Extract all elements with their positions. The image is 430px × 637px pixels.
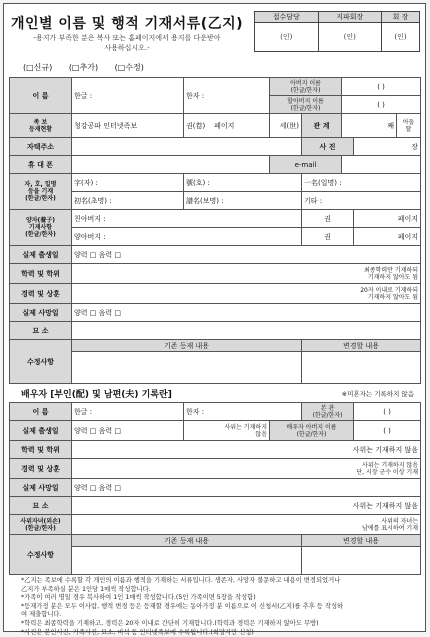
origin-label-text: 본 관 [320,404,335,412]
grandfather-label-text: 할아버지 이름 [287,97,324,105]
father-field[interactable]: ( ) [342,78,421,96]
approval-col-receiver: 접수담당 [255,12,319,23]
birth-label: 실제 출생일 [10,246,72,264]
type-options [23,62,158,73]
spouse-father-field[interactable]: ( ) [354,421,421,441]
note-line: *학력은 최종학력을 기재하고, 경력은 20자 이내로 간단히 기재합니다.(학력과 경력은 기재하지 않아도 무방) [21,619,319,627]
spouse-birth-field[interactable]: 양력 □ 음력 □ [72,421,184,441]
approval-sign-chairman[interactable]: (인) [382,23,420,52]
note-line: 乙지가 부족하실 분은 1인당 1매씩 작성합니다. [21,585,151,593]
sawi-child-note-2: 남에를 표시하여 기재 [362,524,419,532]
approval-table [254,11,420,52]
spouse-new-content-field[interactable] [302,547,421,575]
spouse-career-note-2: 단, 시장 군수 이상 기재 [356,468,419,476]
volume-label: 권(卷) [186,121,206,130]
note-line: *사진은 본인사진, 가족사진, 묘소, 비석 등 인터넷족보에 수록됩니다.(희망자만 신청) [21,628,254,636]
children-type[interactable] [397,114,421,138]
new-content-header: 변경할 내용 [302,340,421,352]
edu-note-1: 최종학력만 기재하되 [363,266,419,274]
note-line: 여 제출합니다. [21,611,62,619]
spouse-grave-label: 묘 소 [10,497,72,515]
daughters-label: 딸 [405,125,412,133]
names-label [10,174,72,210]
bio-father-volume[interactable]: 권 [302,210,354,228]
lineage-value: 청강공파 인터넷족보 [72,114,184,138]
approval-sign-receiver[interactable]: (인) [255,23,319,52]
new-content-field[interactable] [302,352,421,384]
adopt-label [10,210,72,246]
gita-field[interactable]: 기타 : [302,192,421,210]
spouse-origin-label [302,403,354,421]
footnotes [21,577,416,637]
relation-field[interactable]: 째 [342,114,397,138]
grandfather-field[interactable]: ( ) [342,96,421,114]
spouse-birth-label: 실제 출생일 [10,421,72,441]
name-label: 이 름 [10,78,72,114]
old-content-field[interactable] [72,352,302,384]
lineage-label-text: 족 보 [33,118,48,126]
spouse-father-label-sub: (한글/한자) [296,430,327,438]
edu-label: 학력 및 학위 [10,264,72,284]
note-line: *등재가정 분은 모두 이사람, 행적 변경 등은 등재할 경우에는 동아가정 분 이름으로 이 신청서(乙지)를 추후 등 작성하 [21,602,344,610]
spouse-death-field[interactable]: 양력 □ 음력 □ [72,479,421,497]
grave-label: 묘 소 [10,322,72,340]
edu-note-2: 기재하지 않아도 됨 [367,273,419,281]
spouse-hangul-field[interactable]: 한글 : [72,403,184,421]
sawi-child-note-1: 사위의 자녀는 [381,517,419,525]
subtitle-line1: -용지가 부족한 분은 복사 또는 홈페이지에서 용지를 다운받아 [33,34,221,42]
edu-field[interactable] [72,264,421,284]
names-label-3: (한글/한자) [25,195,56,202]
spouse-name-label: 이 름 [10,403,72,421]
bio-father-field[interactable]: 친아버지 : [72,210,302,228]
option-edit[interactable]: (□수정) [114,63,144,72]
lineage-label [10,114,72,138]
spouse-edu-label: 학력 및 학위 [10,441,72,459]
sawi-note-1: 사위는 기재하지 [224,423,267,431]
old-content-header: 기존 등재 내용 [72,340,302,352]
grandfather-label-sub: (한글/한자) [290,104,321,112]
approval-col-branch: 지파회장 [318,12,382,23]
sons-label: 아들 [402,118,415,126]
note-line: *乙지는 족보에 수록할 각 개인의 이름과 행적을 기재하는 서류입니다. 생존자, 사망자 불문하고 내용이 변경되었거나 [21,577,341,584]
name-hangul-field[interactable]: 한글 : [72,78,184,114]
spouse-old-content-header: 기존 등재 내용 [72,535,302,547]
father-label-text: 아버지 이름 [290,79,321,87]
spouse-edu-field[interactable]: 사위는 기재하지 않음 [72,441,421,459]
form-page [3,3,426,636]
career-field[interactable] [72,284,421,304]
spouse-new-content-header: 변경할 내용 [302,535,421,547]
address-label: 자택주소 [10,138,72,156]
generation-field[interactable]: 세(世) [270,114,302,138]
adopt-father-volume[interactable]: 권 [302,228,354,246]
email-field[interactable] [342,156,421,174]
spouse-career-field[interactable] [72,459,421,479]
spouse-father-label-text: 배우자 아버지 이름 [286,423,337,431]
grandfather-label [270,96,342,114]
spouse-career-note-1: 사위는 기재하지 않음 [362,461,419,469]
spouse-origin-field[interactable]: ( ) [354,403,421,421]
grave-field[interactable] [72,322,421,340]
career-label: 경력 및 상훈 [10,284,72,304]
spouse-father-label [270,421,354,441]
ja-field[interactable]: 字(자) : [72,174,184,192]
spouse-section-title: 배우자 [부인(配) 및 남편(夫) 기록란] [21,390,172,400]
spouse-section-note: ※미혼자는 기록하지 않음 [341,390,414,398]
spouse-death-label: 실제 사망일 [10,479,72,497]
sawi-label-2: (한글/한자) [25,524,56,532]
names-label-2: 등을 기재 [27,188,54,195]
sawi-children-label [10,515,72,535]
chomyeong-field[interactable]: 初名(초명) : [72,192,184,210]
approval-sign-branch[interactable]: (인) [318,23,382,52]
origin-label-sub: (한글/한자) [312,411,343,419]
subtitle-line2: 사용하십시오.- [104,44,150,52]
phone-label: 휴 대 폰 [10,156,72,174]
form-title: 개인별 이름 및 행적 기재서류(乙지) [10,16,244,32]
ilmyeong-field[interactable]: 一名(일명) : [302,174,421,192]
sawi-note-2: 않음 [255,430,267,438]
adopt-label-2: 기재사항 [28,224,53,231]
approval-col-chairman: 회 장 [382,12,420,23]
spouse-correction-label: 수정사항 [10,535,72,575]
father-label-sub: (한글/한자) [290,86,321,94]
adopt-label-3: (한글/한자) [25,231,56,238]
lineage-label-sub: 등재현황 [28,125,53,133]
sawi-children-field[interactable] [72,515,421,535]
form-subtitle [9,33,245,53]
spouse-hanja-field[interactable]: 한자 : [184,403,302,421]
adopt-father-field[interactable]: 양아버지 : [72,228,302,246]
photo-count-field[interactable]: 장 [354,138,421,156]
address-field[interactable] [72,138,302,156]
page-label: 페이지 [214,121,235,130]
sawi-label-1: 사위자녀(외손) [20,517,61,525]
ho-field[interactable]: 號(호) : [184,174,302,192]
spouse-table [9,402,421,575]
death-field[interactable]: 양력 □ 음력 □ [72,304,421,322]
phone-field[interactable] [72,156,270,174]
spouse-grave-field[interactable]: 사위는 기재하지 않음 [72,497,421,515]
email-label: e-mail [270,156,342,174]
option-new[interactable]: (□신규) [23,63,53,72]
photo-label: 사 진 [302,138,354,156]
death-label: 실제 사망일 [10,304,72,322]
career-note-2: 기재하지 않아도 됨 [367,293,419,301]
career-note-1: 20자 이내로 기재하되 [360,286,419,294]
name-hanja-field[interactable]: 한자 : [184,78,270,114]
person-table [9,77,421,384]
lineage-volume-page[interactable] [184,114,270,138]
bomyeong-field[interactable]: 譜名(보명) : [184,192,302,210]
bio-father-page[interactable]: 페이지 [354,210,421,228]
birth-field[interactable]: 양력 □ 음력 □ [72,246,421,264]
relation-label: 관 계 [302,114,342,138]
note-line: *가족이 여러 명일 경우 복사하여 1인 1매씩 작성합니다.(5인 가족이면 5장을 작성함) [21,594,256,602]
spouse-career-label: 경력 및 상훈 [10,459,72,479]
spouse-old-content-field[interactable] [72,547,302,575]
spouse-father-note [184,421,270,441]
names-label-1: 자, 호, 일명 [24,181,57,188]
father-label [270,78,342,96]
option-add[interactable]: (□추가) [68,63,99,72]
correction-label: 수정사항 [10,340,72,384]
adopt-father-page[interactable]: 페이지 [354,228,421,246]
adopt-label-1: 양자(養子) [25,217,56,224]
